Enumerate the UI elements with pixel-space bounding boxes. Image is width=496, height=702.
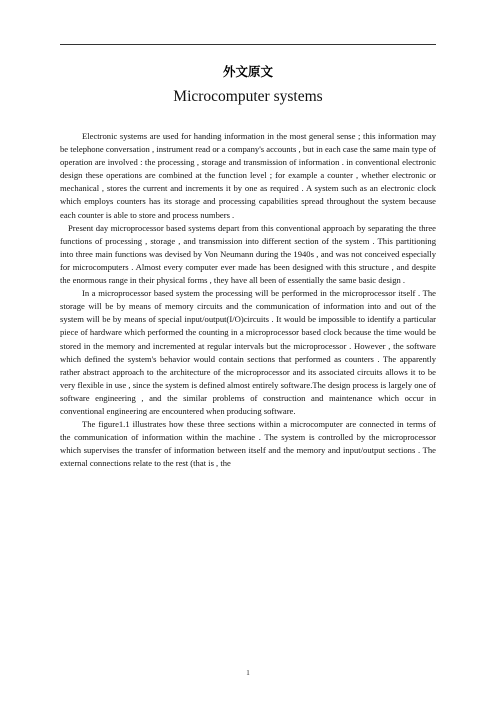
original-text-heading: 外文原文 [222, 64, 273, 79]
paragraph-3: In a microprocessor based system the processing will be performed in the microprocessor itself . The storage will be by means of memory circuits and the communication of information into and out of the system will be by means of special input/output(I/O)circuits . It would be impossible to identify a particular piece of hardware which performed the counting in a microprocessor based clock because the time would be stored in the memory and incremented at regular intervals but the microprocessor . However , the software which defined the system's behavior would contain sections that performed as counters . The apparently rather abstract approach to the architecture of the microprocessor and its associated circuits allows it to be very flexible in use , since the system is defined almost entirely software.The design process is largely one of software engineering , and the similar problems of construction and maintenance which occur in conventional engineering are encountered when producing software. [60, 288, 436, 416]
document-title: Microcomputer systems [173, 88, 323, 105]
body-text [60, 130, 436, 470]
header-rule [60, 44, 436, 45]
paragraph-2: Present day microprocessor based systems depart from this conventional approach by separating the three functions of processing , storage , and transmission into different section of the system . This partitioning into three main functions was devised by Von Neumann during the 1940s , and was not conceived especially for microcomputers . Almost every computer ever made has been designed with this structure , and despite the enormous range in their physical forms , they have all been of essentially the same basic design . [60, 222, 436, 286]
page-number: 1 [246, 669, 250, 677]
paragraph-4: The figure1.1 illustrates how these three sections within a microcomputer are connected in terms of the communication of information within the machine . The system is controlled by the microprocessor which supervises the transfer of information between itself and the memory and input/output sections . The external connections relate to the rest (that is , the [60, 419, 436, 469]
paragraph-1: Electronic systems are used for handing information in the most general sense ; this information may be telephone conversation , instrument read or a company's accounts , but in each case the same main type of operation are involved : the processing , storage and transmission of information . in conventional electronic design these operations are combined at the function level ; for example a counter , whether electronic or mechanical , stores the current and increments it by one as required . A system such as an electronic clock which employs counters has its storage and processing capabilities spread throughout the system because each counter is able to store and process numbers . [60, 131, 436, 220]
